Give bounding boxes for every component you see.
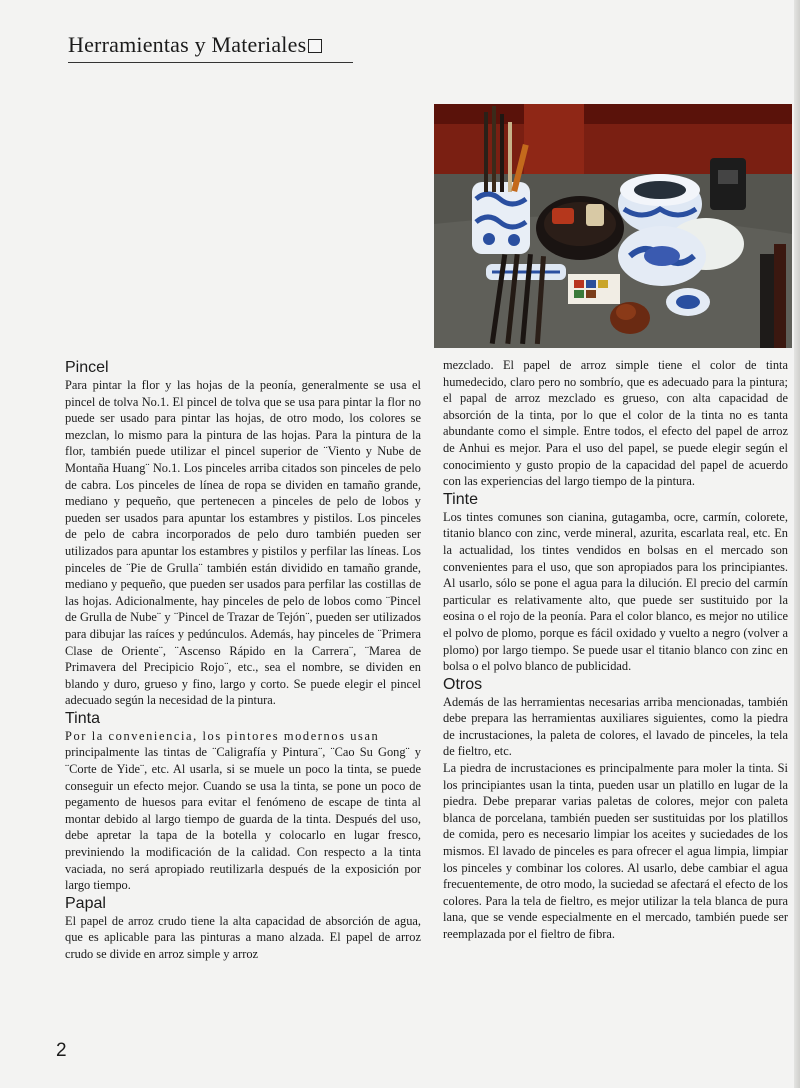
tinta-paragraph-start: Por la conveniencia, los pintores modernos usan [65,728,380,743]
pincel-paragraph: Para pintar la flor y las hojas de la peonía, generalmente se usa el pincel de tolva No.1. El pincel de tolva que se usa para pintar la flor no puede ser usado para pintar las hojas, de otro modo, los colores se mezclan, lo mismo para la pintura de las hojas. Para la pintura de la flor, también puede utilizar el pincel superior de ¨Viento y Nube de Montaña Huang¨ No.1. Los pinceles arriba citados son pinceles de pelo de cabra. Los pinceles de línea de ropa se dividen en tamaño grande, mediano y pequeño, que pertenecen a pinceles de pelo de lobos y pueden ser usados para apuntar los estambres y pistilos. Los pinceles de pelo de cabra incorporados de pelo duro también pueden ser utilizados para apuntar los estambres y pistilos y perfilar las líneas. Los pinceles de ¨Pie de Grulla¨ también están dividido en tamaño grande, mediano y pequeño, que pueden ser usados para perfilar las costillas de las hojas. Adicionalmente, hay pinceles de pelo de lobos como ¨Pincel de Grulla de Nube¨ y ¨Pincel de Trazar de Tejón¨, pueden ser utilizados para dibujar las raíces y pedúnculos. Además, hay pinceles de ¨Primera Clase de Oriente¨, ¨Ascenso Rápido en la Carrera¨, ¨Marea de Primavera del Precipicio Rojo¨, etc., sea el nombre, se dividen en blando y duro, grueso y fino, largo y corto. Se puede elegir el pincel adecuado según la necesidad de la pintura. [65,378,421,708]
page-number: 2 [56,1040,67,1061]
section-heading-otros: Otros [443,675,483,693]
page-title: Herramientas y Materiales [68,32,307,57]
title-box-icon [308,39,322,53]
title-underline [68,62,353,63]
otros-paragraph-1: Además de las herramientas necesarias arriba mencionadas, también debe prepara las herramientas auxiliares siguientes, como la piedra de incrustaciones, la paleta de colores, el lavado de pinceles, la tela de fieltro, etc. [443,694,788,759]
section-heading-pincel: Pincel [65,359,109,376]
section-heading-tinta: Tinta [65,709,100,727]
right-column [443,357,788,943]
otros-paragraph-2: La piedra de incrustaciones es principalmente para moler la tinta. Si los principiantes usan la tinta, pueden usar un platillo en lugar de la piedra. Debe preparar varias paletas de colores, mejor con paleta blanca de porcelana, también pueden ser sustituidas por los platillos de comida, pero es necesario limpiar los aceites y suciedades de los mismos. El lavado de pinceles es para ofrecer el agua limpia, limpiar los pinceles y combinar los colores. Al usarlo, debe cambiar el agua frecuentemente, de otro modo, la suciedad se afectará el efecto de los colores. Para la tela de fieltro, es mejor utilizar la tela blanca de pura lana, que se vende especialmente en el mercado, también puede ser reemplazada por el fieltro de fibra. [443,761,788,941]
header [68,32,358,60]
painting-tools-photo [434,104,792,348]
section-heading-tinte: Tinte [443,490,478,508]
papal-paragraph: El papel de arroz crudo tiene la alta capacidad de absorción de agua, que es aplicable para las pinturas a mano alzada. El papel de arroz crudo se divide en arroz simple y arroz [65,913,421,961]
tinte-paragraph: Los tintes comunes son cianina, gutagamba, ocre, carmín, colorete, titanio blanco con zinc, verde mineral, azurita, escarlata real, etc. En la actualidad, los tintes vendidos en bolsas en el mercado son convenientes para el uso, que son apropiados para los principiantes. Al usarlo, sólo se pone el agua para la dilución. El precio del carmín particular es relativamente alto, que puede ser sustituido por la eosina o el rojo de la peonía. Para el color blanco, es mejor no utilice el polvo de plomo, porque es fácil oxidado y vuelto a negro (volver a plomo) por largo tiempo. Se puede usar el titanio blanco con zinc en bolsa o el polvo blanco de publicidad. [443,509,788,674]
page-edge [794,0,800,1088]
painting-tools-photo-icon [434,104,792,348]
left-column [65,358,421,963]
tinta-paragraph: principalmente las tintas de ¨Caligrafía y Pintura¨, ¨Cao Su Gong¨ y ¨Corte de Yide¨, etc. Al usarla, si se muele un poco la tinta, se puede conseguir un efecto mejor. Cuando se usa la tinta, se pone un poco de pegamento de huesos para evitar el fenómeno de escape de tinta al montar debido al largo tiempo de guarda de la tinta. Después del uso, debe apretar la tapa de la botella y colocarlo en lugar fresco, previniendo la modificación de la calidad. Con respecto a la tinta vaciada, no será apropiado reutilizarla después de la exposición por largo tiempo. [65,745,421,893]
section-heading-papal: Papal [65,894,106,912]
papal-paragraph-continued: mezclado. El papel de arroz simple tiene el color de tinta humedecido, claro pero no sombrío, que es adecuado para la pintura; el papal de arroz mezclado es grueso, con alta capacidad de absorción de la tinta, por lo que el color de la tinta no es tanta abundante como el simple. Entre todos, el efecto del papel de arroz de Anhui es mejor. Para el uso del papel, se puede elegir según el conocimiento y gusto propio de la capacidad del papel de acuerdo con las experiencias del largo tiempo de la pintura. [443,358,788,489]
